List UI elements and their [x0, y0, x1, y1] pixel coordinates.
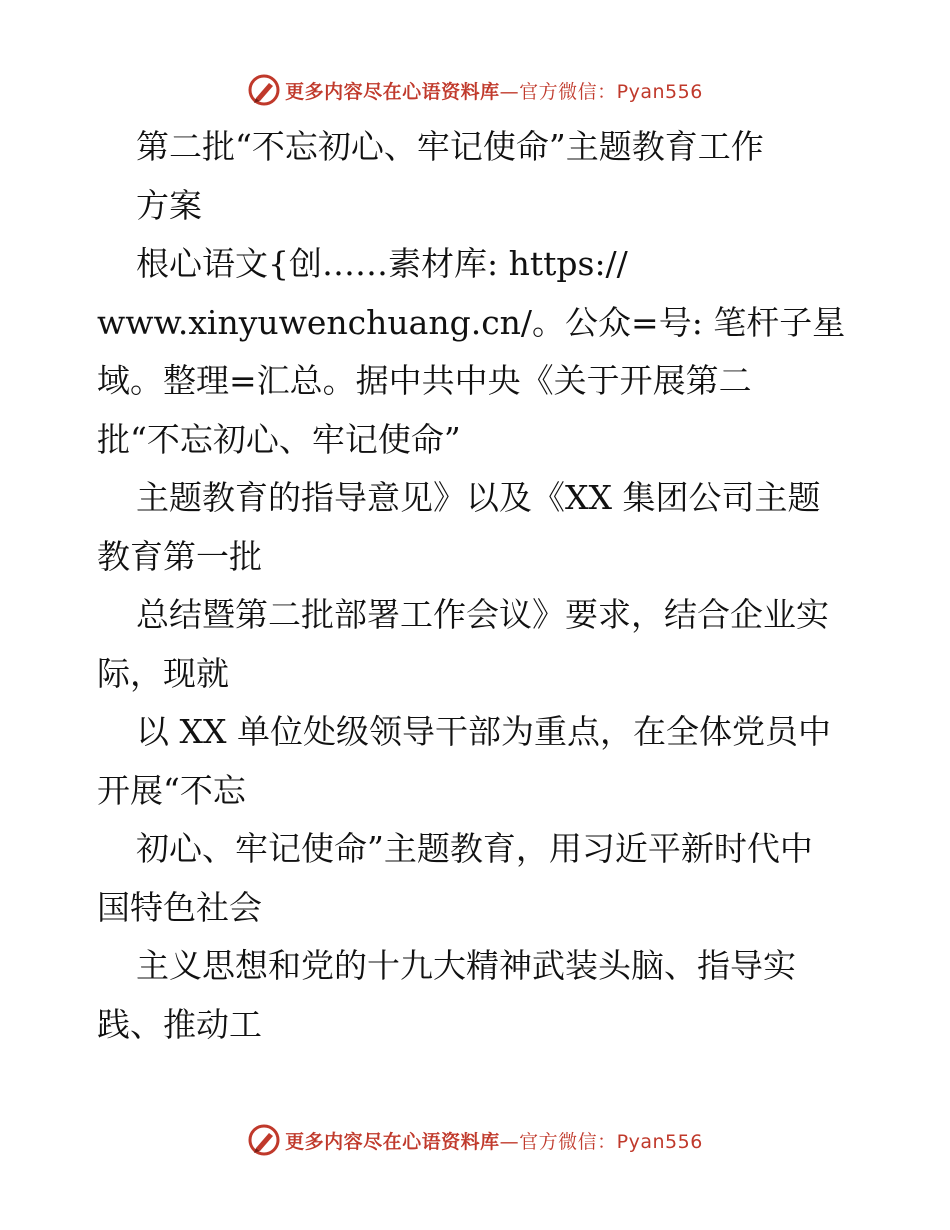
doc-line: 根心语文{创……素材库: https://: [136, 244, 628, 283]
doc-line: www.xinyuwenchuang.cn/。公众=号: 笔杆子星: [97, 302, 846, 342]
doc-line: 际，现就: [97, 653, 229, 693]
doc-line: 主义思想和党的十九大精神武装头脑、指导实: [136, 946, 796, 985]
doc-line: 国特色社会: [97, 887, 262, 927]
doc-line: 域。整理=汇总。据中共中央《关于开展第二: [97, 361, 752, 400]
doc-line: 方案: [136, 185, 202, 225]
pen-logo-icon: [247, 1123, 281, 1157]
doc-line: 践、推动工: [97, 1004, 262, 1044]
doc-line: 总结暨第二批部署工作会议》要求，结合企业实: [136, 595, 829, 634]
doc-line: 初心、牢记使命”主题教育，用习近平新时代中: [136, 829, 813, 868]
header-banner: [0, 70, 950, 110]
pen-logo-icon: [247, 73, 281, 107]
document-body: [97, 118, 857, 1054]
doc-line: 批“不忘初心、牢记使命”: [97, 419, 461, 459]
doc-line: 教育第一批: [97, 536, 262, 576]
footer-banner-text: 更多内容尽在心语资料库—官方微信：Pyan556: [285, 1130, 703, 1153]
footer-banner: [0, 1120, 950, 1160]
doc-line: 开展“不忘: [97, 770, 246, 810]
doc-line: 主题教育的指导意见》以及《XX 集团公司主题: [136, 478, 821, 517]
header-banner-text: 更多内容尽在心语资料库—官方微信：Pyan556: [285, 80, 703, 103]
doc-line: 第二批“不忘初心、牢记使命”主题教育工作: [136, 127, 764, 166]
doc-line: 以 XX 单位处级领导干部为重点，在全体党员中: [136, 712, 831, 751]
